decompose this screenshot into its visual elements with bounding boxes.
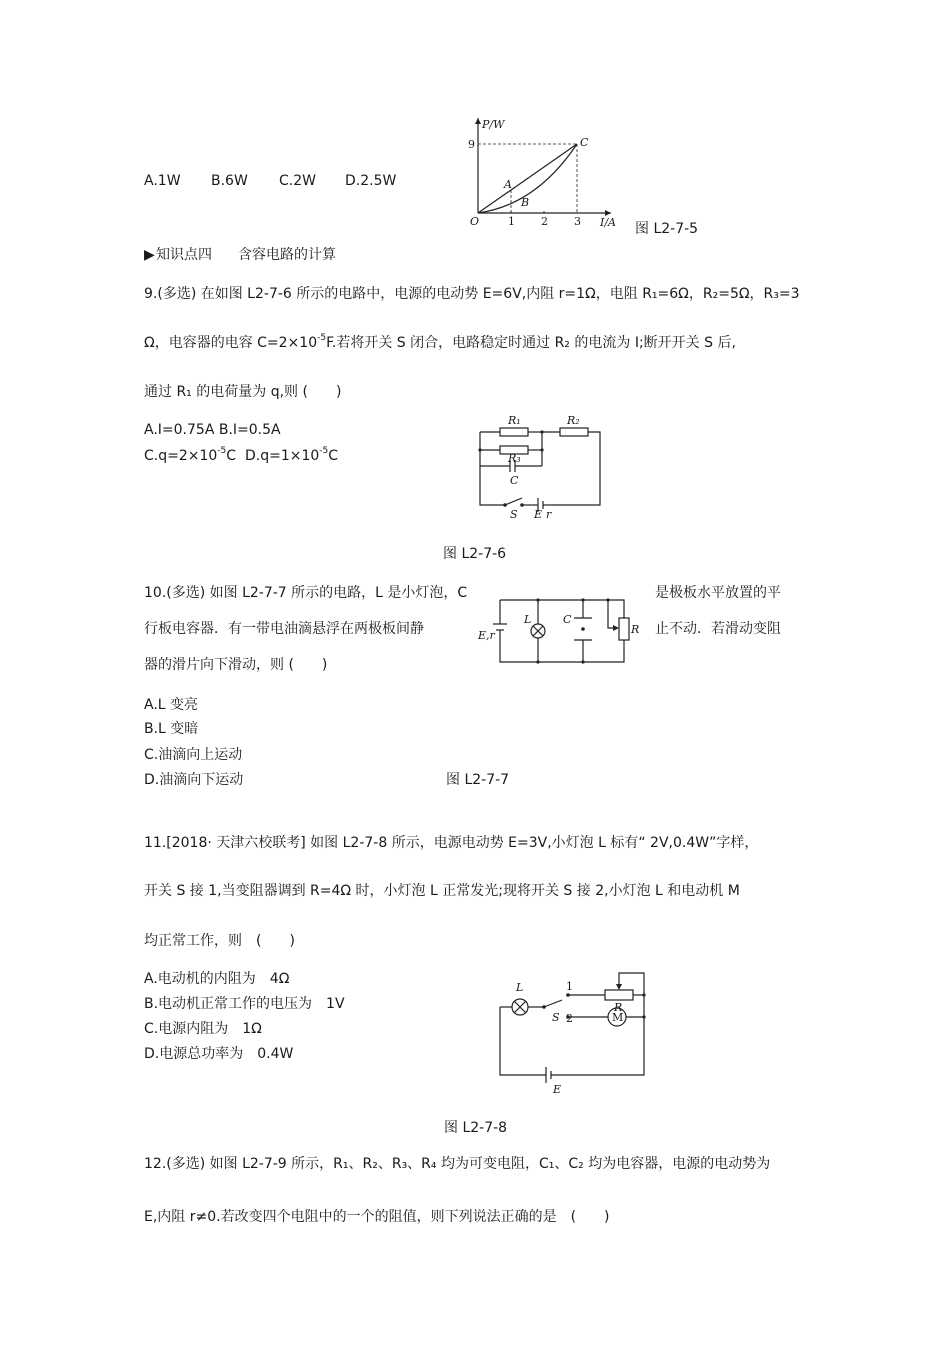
y-axis-label: P/W xyxy=(482,118,505,131)
question-11-line-3: 均正常工作，则 ( ) xyxy=(144,933,295,949)
circuit-diagram xyxy=(478,590,638,666)
section-marker: ▶ xyxy=(144,247,155,263)
label-s: S xyxy=(552,1011,560,1024)
label-r2: R₂ xyxy=(567,414,580,427)
question-10-line-1-left: 10.(多选) 如图 L2-7-7 所示的电路，L 是小灯泡，C xyxy=(144,585,468,601)
option-a: A.1W xyxy=(144,173,181,189)
question-12-line-2: E,内阻 r≠0.若改变四个电阻中的一个的阻值，则下列说法正确的是 ( ) xyxy=(144,1209,610,1225)
option-d: D.电源总功率为 0.4W xyxy=(144,1046,294,1062)
label-2: 2 xyxy=(566,1012,573,1025)
circuit-diagram xyxy=(490,965,655,1100)
label-l: L xyxy=(524,613,532,626)
label-c: C xyxy=(563,613,572,626)
section-title: 含容电路的计算 xyxy=(238,247,336,263)
label-1: 1 xyxy=(566,980,573,993)
point-a-label: A xyxy=(504,178,512,191)
figure-caption: 图 L2-7-6 xyxy=(443,546,507,562)
question-9-line-1: 9.(多选) 在如图 L2-7-6 所示的电路中，电源的电动势 E=6V,内阻 r=1Ω，电阻 R₁=6Ω，R₂=5Ω，R₃=3 xyxy=(144,286,800,302)
label-er: E,r xyxy=(478,629,495,642)
option-c: C.电源内阻为 1Ω xyxy=(144,1021,262,1037)
label-e: E xyxy=(553,1083,562,1096)
section-label: 知识点四 xyxy=(156,247,212,263)
x-tick-1: 1 xyxy=(508,215,515,228)
point-b-label: B xyxy=(521,196,530,209)
option-d: D.2.5W xyxy=(345,173,397,189)
label-r: R xyxy=(614,1001,623,1014)
figure-caption: 图 L2-7-7 xyxy=(446,772,510,788)
question-9-line-3: 通过 R₁ 的电荷量为 q,则 ( ) xyxy=(144,384,342,400)
option-b: B.电动机正常工作的电压为 1V xyxy=(144,996,345,1012)
label-r3: R₃ xyxy=(508,452,521,465)
question-11-line-2: 开关 S 接 1,当变阻器调到 R=4Ω 时，小灯泡 L 正常发光;现将开关 S 接 2,小灯泡 L 和电动机 M xyxy=(144,883,740,899)
label-s: S xyxy=(510,508,518,521)
question-10-line-1-right: 是极板水平放置的平 xyxy=(655,585,781,601)
origin-label: O xyxy=(470,215,480,228)
label-e: E xyxy=(534,508,543,521)
y-tick-9: 9 xyxy=(468,138,475,151)
option-b: B.6W xyxy=(211,173,248,189)
option-d: D.油滴向下运动 xyxy=(144,772,244,788)
label-m: M xyxy=(612,1011,624,1024)
question-10-line-2-left: 行板电容器．有一带电油滴悬浮在两极板间静 xyxy=(144,621,424,637)
figure-caption: 图 L2-7-8 xyxy=(444,1120,508,1136)
label-r: r xyxy=(546,508,552,521)
circuit-diagram xyxy=(470,410,610,522)
label-l: L xyxy=(516,981,524,994)
x-tick-2: 2 xyxy=(541,215,548,228)
figure-caption: 图 L2-7-5 xyxy=(635,221,699,237)
option-c: C.油滴向上运动 xyxy=(144,747,243,763)
question-10-line-3: 器的滑片向下滑动，则 ( ) xyxy=(144,657,328,673)
power-current-graph xyxy=(466,110,616,230)
option-cd: $C.q=2\times 10^{-5}C$ $D.q=1\times 10^{-5}C$ xyxy=(144,446,339,464)
question-12-line-1: 12.(多选) 如图 L2-7-9 所示，R₁、R₂、R₃、R₄ 均为可变电阻，C₁、C₂ 均为电容器，电源的电动势为 xyxy=(144,1156,771,1172)
label-r: R xyxy=(631,623,640,636)
option-a: A.L 变亮 xyxy=(144,697,199,713)
question-9-line-2: Ω，电容器的电容 $C=2\times 10^{-5}F$.若将开关 S 闭合，电路稳定时通过 R₂ 的电流为 I;断开开关 S 后, xyxy=(144,333,736,351)
x-tick-3: 3 xyxy=(574,215,581,228)
option-b: B.L 变暗 xyxy=(144,721,199,737)
option-a: A.电动机的内阻为 4Ω xyxy=(144,971,290,987)
label-r1: R₁ xyxy=(508,414,521,427)
point-c-label: C xyxy=(580,136,589,149)
question-11-line-1: 11.[2018· 天津六校联考] 如图 L2-7-8 所示，电源电动势 E=3V,小灯泡 L 标有“ 2V,0.4W”字样， xyxy=(144,835,759,851)
label-c: C xyxy=(510,474,519,487)
x-axis-label: I/A xyxy=(600,216,616,229)
question-10-line-2-right: 止不动．若滑动变阻 xyxy=(655,621,781,637)
option-ab: A.I=0.75A B.I=0.5A xyxy=(144,422,281,438)
option-c: C.2W xyxy=(279,173,316,189)
